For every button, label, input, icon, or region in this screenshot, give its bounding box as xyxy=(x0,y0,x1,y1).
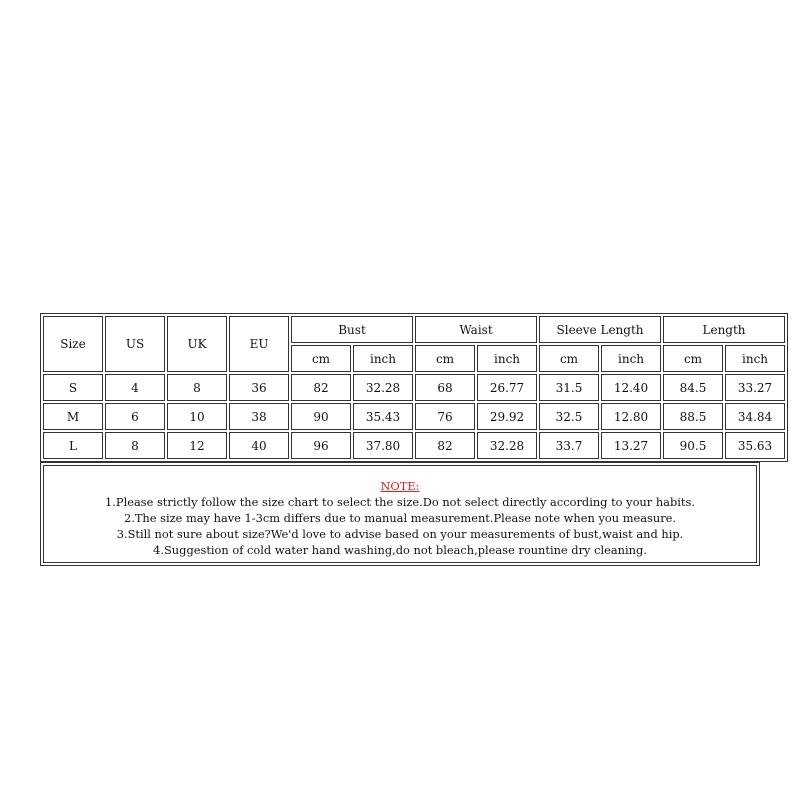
table-row xyxy=(43,374,785,401)
header-size: Size xyxy=(43,316,103,372)
cell-size: M xyxy=(43,403,103,430)
unit-waist-inch: inch xyxy=(477,345,537,372)
cell-us: 6 xyxy=(105,403,165,430)
unit-bust-cm: cm xyxy=(291,345,351,372)
header-bust: Bust xyxy=(291,316,413,343)
cell-us: 8 xyxy=(105,432,165,459)
header-length: Length xyxy=(663,316,785,343)
unit-length-inch: inch xyxy=(725,345,785,372)
size-chart-table xyxy=(40,313,788,462)
cell-bust-cm: 82 xyxy=(291,374,351,401)
note-line-3: 3.Still not sure about size?We'd love to advise based on your measurements of bust,waist and hip. xyxy=(116,527,684,541)
table-row xyxy=(43,403,785,430)
cell-size: S xyxy=(43,374,103,401)
cell-sleeve-inch: 12.80 xyxy=(601,403,661,430)
cell-length-inch: 33.27 xyxy=(725,374,785,401)
cell-bust-cm: 96 xyxy=(291,432,351,459)
unit-sleeve-cm: cm xyxy=(539,345,599,372)
header-sleeve-length: Sleeve Length xyxy=(539,316,661,343)
table-row xyxy=(43,432,785,459)
cell-waist-cm: 82 xyxy=(415,432,475,459)
cell-eu: 38 xyxy=(229,403,289,430)
unit-sleeve-inch: inch xyxy=(601,345,661,372)
cell-waist-inch: 32.28 xyxy=(477,432,537,459)
cell-sleeve-cm: 31.5 xyxy=(539,374,599,401)
header-eu: EU xyxy=(229,316,289,372)
cell-bust-inch: 37.80 xyxy=(353,432,413,459)
note-box xyxy=(40,462,760,566)
cell-sleeve-inch: 12.40 xyxy=(601,374,661,401)
cell-waist-cm: 68 xyxy=(415,374,475,401)
cell-length-cm: 84.5 xyxy=(663,374,723,401)
cell-eu: 40 xyxy=(229,432,289,459)
cell-waist-inch: 29.92 xyxy=(477,403,537,430)
cell-bust-inch: 35.43 xyxy=(353,403,413,430)
cell-waist-cm: 76 xyxy=(415,403,475,430)
cell-bust-inch: 32.28 xyxy=(353,374,413,401)
cell-length-inch: 35.63 xyxy=(725,432,785,459)
cell-uk: 10 xyxy=(167,403,227,430)
cell-sleeve-inch: 13.27 xyxy=(601,432,661,459)
header-uk: UK xyxy=(167,316,227,372)
note-line-1: 1.Please strictly follow the size chart to select the size.Do not select directly according to your habits. xyxy=(105,495,695,509)
cell-bust-cm: 90 xyxy=(291,403,351,430)
note-line-2: 2.The size may have 1-3cm differs due to manual measurement.Please note when you measure. xyxy=(123,511,677,525)
unit-bust-inch: inch xyxy=(353,345,413,372)
note-content xyxy=(43,465,757,563)
cell-us: 4 xyxy=(105,374,165,401)
cell-length-inch: 34.84 xyxy=(725,403,785,430)
note-line-4: 4.Suggestion of cold water hand washing,do not bleach,please rountine dry cleaning. xyxy=(153,543,647,557)
cell-sleeve-cm: 33.7 xyxy=(539,432,599,459)
header-row xyxy=(43,316,785,343)
note-title: NOTE: xyxy=(380,479,420,493)
cell-size: L xyxy=(43,432,103,459)
header-us: US xyxy=(105,316,165,372)
cell-length-cm: 90.5 xyxy=(663,432,723,459)
cell-length-cm: 88.5 xyxy=(663,403,723,430)
unit-length-cm: cm xyxy=(663,345,723,372)
cell-uk: 12 xyxy=(167,432,227,459)
cell-sleeve-cm: 32.5 xyxy=(539,403,599,430)
unit-waist-cm: cm xyxy=(415,345,475,372)
cell-uk: 8 xyxy=(167,374,227,401)
cell-waist-inch: 26.77 xyxy=(477,374,537,401)
header-waist: Waist xyxy=(415,316,537,343)
cell-eu: 36 xyxy=(229,374,289,401)
